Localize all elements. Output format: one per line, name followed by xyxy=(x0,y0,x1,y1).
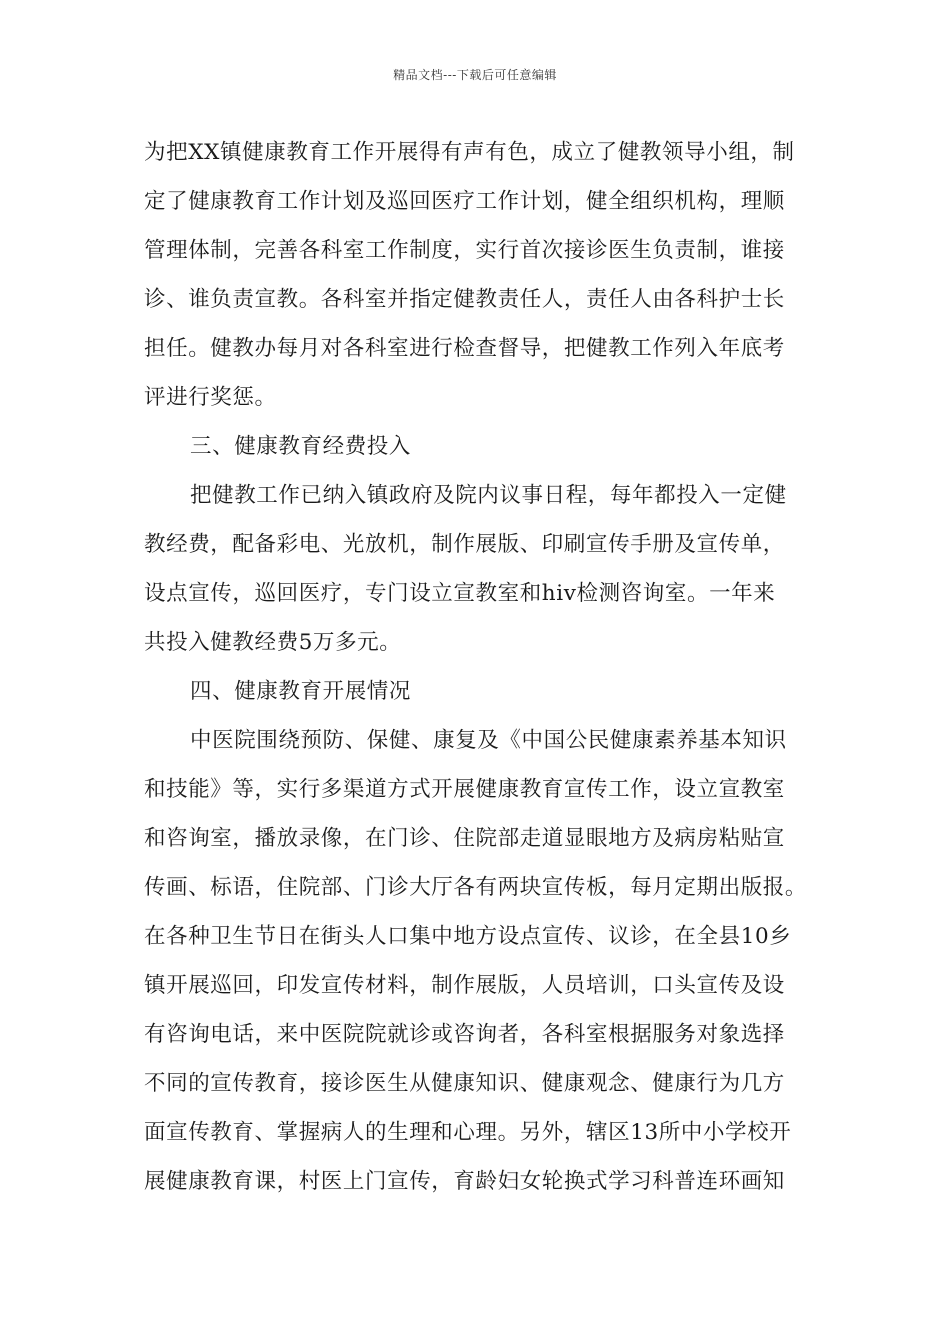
body-line: 镇开展巡回，印发宣传材料，制作展版，人员培训，口头宣传及设 xyxy=(144,973,785,998)
page-header: 精品文档---下载后可任意编辑 xyxy=(393,68,557,82)
body-line: 评进行奖惩。 xyxy=(144,385,277,410)
body-line: 展健康教育课，村医上门宣传，育龄妇女轮换式学习科普连环画知 xyxy=(144,1169,785,1194)
body-line: 和技能》等，实行多渠道方式开展健康教育宣传工作，设立宣教室 xyxy=(144,777,785,802)
body-line: 中医院围绕预防、保健、康复及《中国公民健康素养基本知识 xyxy=(190,728,787,753)
body-line: 诊、谁负责宣教。各科室并指定健教责任人，责任人由各科护士长 xyxy=(144,287,785,312)
section-heading: 四、健康教育开展情况 xyxy=(190,679,412,704)
body-line: 传画、标语，住院部、门诊大厅各有两块宣传板，每月定期出版报。 xyxy=(144,875,808,900)
body-line: 管理体制，完善各科室工作制度，实行首次接诊医生负责制，谁接 xyxy=(144,238,785,263)
body-line: 面宣传教育、掌握病人的生理和心理。另外，辖区13所中小学校开 xyxy=(144,1120,792,1145)
body-line: 设点宣传，巡回医疗，专门设立宣教室和hiv检测咨询室。一年来 xyxy=(144,581,776,606)
body-line: 教经费，配备彩电、光放机，制作展版、印刷宣传手册及宣传单， xyxy=(144,532,785,557)
section-heading: 三、健康教育经费投入 xyxy=(190,434,412,459)
body-line: 担任。健教办每月对各科室进行检查督导，把健教工作列入年底考 xyxy=(144,336,785,361)
body-line: 共投入健教经费5万多元。 xyxy=(144,630,402,655)
body-line: 不同的宣传教育，接诊医生从健康知识、健康观念、健康行为几方 xyxy=(144,1071,785,1096)
body-line: 把健教工作已纳入镇政府及院内议事日程，每年都投入一定健 xyxy=(190,483,787,508)
body-line: 定了健康教育工作计划及巡回医疗工作计划，健全组织机构，理顺 xyxy=(144,189,785,214)
body-line: 在各种卫生节日在街头人口集中地方设点宣传、议诊，在全县10乡 xyxy=(144,924,792,949)
body-line: 和咨询室，播放录像，在门诊、住院部走道显眼地方及病房粘贴宣 xyxy=(144,826,785,851)
document-body xyxy=(144,128,824,1206)
body-line: 为把XX镇健康教育工作开展得有声有色，成立了健教领导小组，制 xyxy=(144,140,795,165)
body-line: 有咨询电话，来中医院院就诊或咨询者，各科室根据服务对象选择 xyxy=(144,1022,785,1047)
